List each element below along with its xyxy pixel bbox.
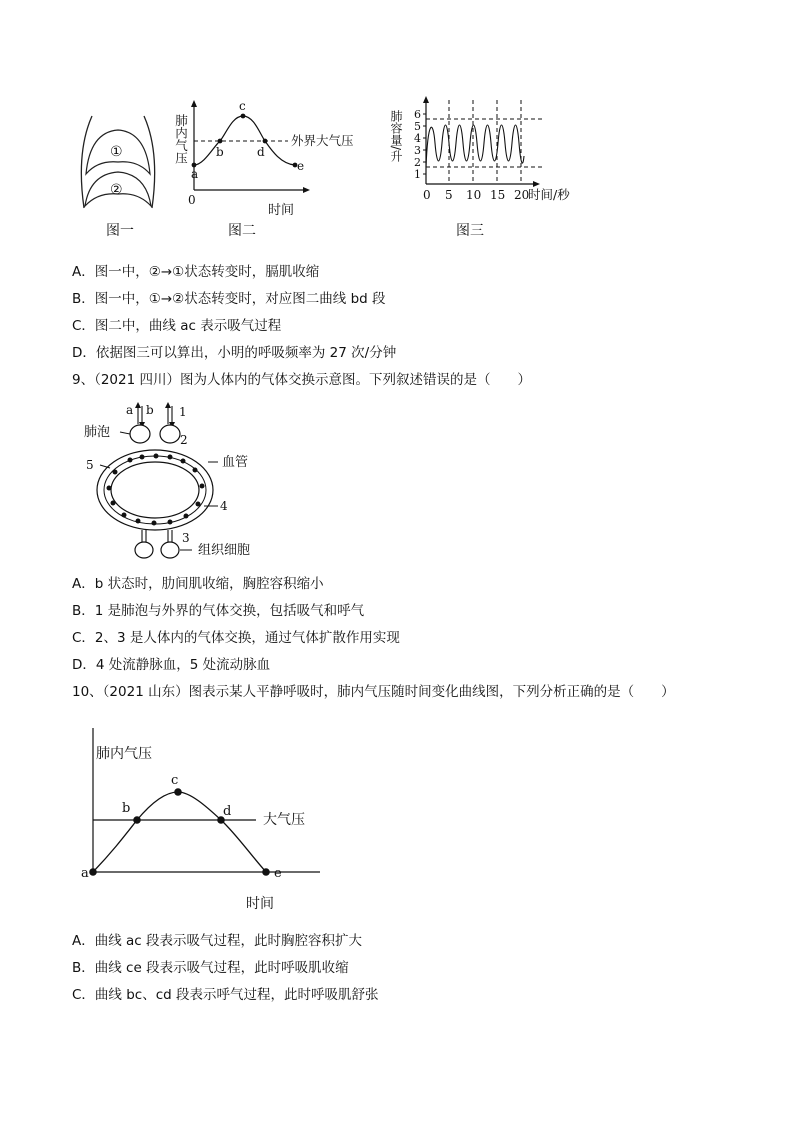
q10-option-a: A．曲线 ac 段表示吸气过程，此时胸腔容积扩大 <box>72 933 363 949</box>
q9-label-b: b <box>146 403 154 417</box>
q8-option-b: B．图一中，①→②状态转变时，对应图二曲线 bd 段 <box>72 291 386 307</box>
q10-ref-label: 大气压 <box>263 812 305 828</box>
fig1-label-1: ① <box>110 144 123 160</box>
fig1-label-2: ② <box>110 182 123 198</box>
fig3-ytick-1: 1 <box>414 168 421 181</box>
figure-q10-pressure-curve <box>74 722 334 918</box>
fig3-caption: 图三 <box>456 223 484 239</box>
q9-label-2: 2 <box>180 433 188 447</box>
fig3-ytick-3: 3 <box>414 144 421 157</box>
q9-label-alveolus: 肺泡 <box>84 425 111 440</box>
q9-label-tissue: 组织细胞 <box>198 543 251 558</box>
q10-point-b: b <box>122 801 131 816</box>
q10-ylabel: 肺内气压 <box>96 746 152 762</box>
q9-stem: 9、（2021 四川）图为人体内的气体交换示意图。下列叙述错误的是（ ） <box>72 372 531 388</box>
fig3-xlabel: 时间/秒 <box>528 187 570 202</box>
fig3-ytick-2: 2 <box>414 156 421 169</box>
fig2-xlabel: 时间 <box>268 203 295 218</box>
fig2-point-a: a <box>191 167 199 181</box>
q9-label-a: a <box>126 403 134 417</box>
q9-label-4: 4 <box>220 499 228 513</box>
q9-option-b: B．1 是肺泡与外界的气体交换，包括吸气和呼气 <box>72 603 365 619</box>
q10-point-d: d <box>223 804 232 819</box>
q10-xlabel: 时间 <box>246 896 274 912</box>
q10-point-e: e <box>274 866 282 881</box>
figure-3-lung-volume <box>386 96 596 206</box>
fig2-ylabel: 肺内气压 <box>173 114 189 164</box>
fig3-xtick-15: 15 <box>490 188 506 202</box>
fig2-ref-label: 外界大气压 <box>291 133 354 148</box>
figure-q9-gas-exchange <box>80 398 280 563</box>
fig2-point-c: c <box>239 99 246 113</box>
q9-option-d: D．4 处流静脉血，5 处流动脉血 <box>72 657 271 673</box>
figure-1-diaphragm <box>74 112 164 212</box>
fig3-ylabel: 肺容量/升 <box>389 110 403 163</box>
q9-label-vessel: 血管 <box>222 455 249 470</box>
q9-label-3: 3 <box>182 531 190 545</box>
q9-option-a: A．b 状态时，肋间肌收缩，胸腔容积缩小 <box>72 576 324 592</box>
fig1-caption: 图一 <box>106 223 134 239</box>
q10-option-b: B．曲线 ce 段表示吸气过程，此时呼吸肌收缩 <box>72 960 349 976</box>
q9-label-1: 1 <box>179 405 187 419</box>
q10-point-a: a <box>81 866 89 881</box>
q10-option-c: C．曲线 bc、cd 段表示呼气过程，此时呼吸肌舒张 <box>72 987 379 1003</box>
q9-label-5: 5 <box>86 458 94 472</box>
q8-option-c: C．图二中，曲线 ac 表示吸气过程 <box>72 318 282 334</box>
q8-option-a: A．图一中，②→①状态转变时，膈肌收缩 <box>72 264 320 280</box>
fig3-xtick-0: 0 <box>423 188 431 202</box>
fig2-caption: 图二 <box>228 223 256 239</box>
fig3-xtick-20: 20 <box>514 188 530 202</box>
fig2-point-b: b <box>216 145 224 159</box>
fig2-origin: 0 <box>188 193 196 207</box>
q10-stem: 10、（2021 山东）图表示某人平静呼吸时，肺内气压随时间变化曲线图，下列分析正确的是（ ） <box>72 684 675 700</box>
fig2-point-d: d <box>257 145 265 159</box>
q9-option-c: C．2、3 是人体内的气体交换，通过气体扩散作用实现 <box>72 630 400 646</box>
figure-2-pressure-curve <box>168 98 354 220</box>
q10-point-c: c <box>171 773 179 788</box>
fig2-point-e: e <box>297 159 305 173</box>
fig3-ytick-5: 5 <box>414 120 421 133</box>
fig3-ytick-6: 6 <box>414 108 421 121</box>
q8-option-d: D．依据图三可以算出，小明的呼吸频率为 27 次/分钟 <box>72 345 397 361</box>
fig3-xtick-5: 5 <box>445 188 453 202</box>
fig3-ytick-4: 4 <box>414 132 421 145</box>
fig3-xtick-10: 10 <box>466 188 482 202</box>
